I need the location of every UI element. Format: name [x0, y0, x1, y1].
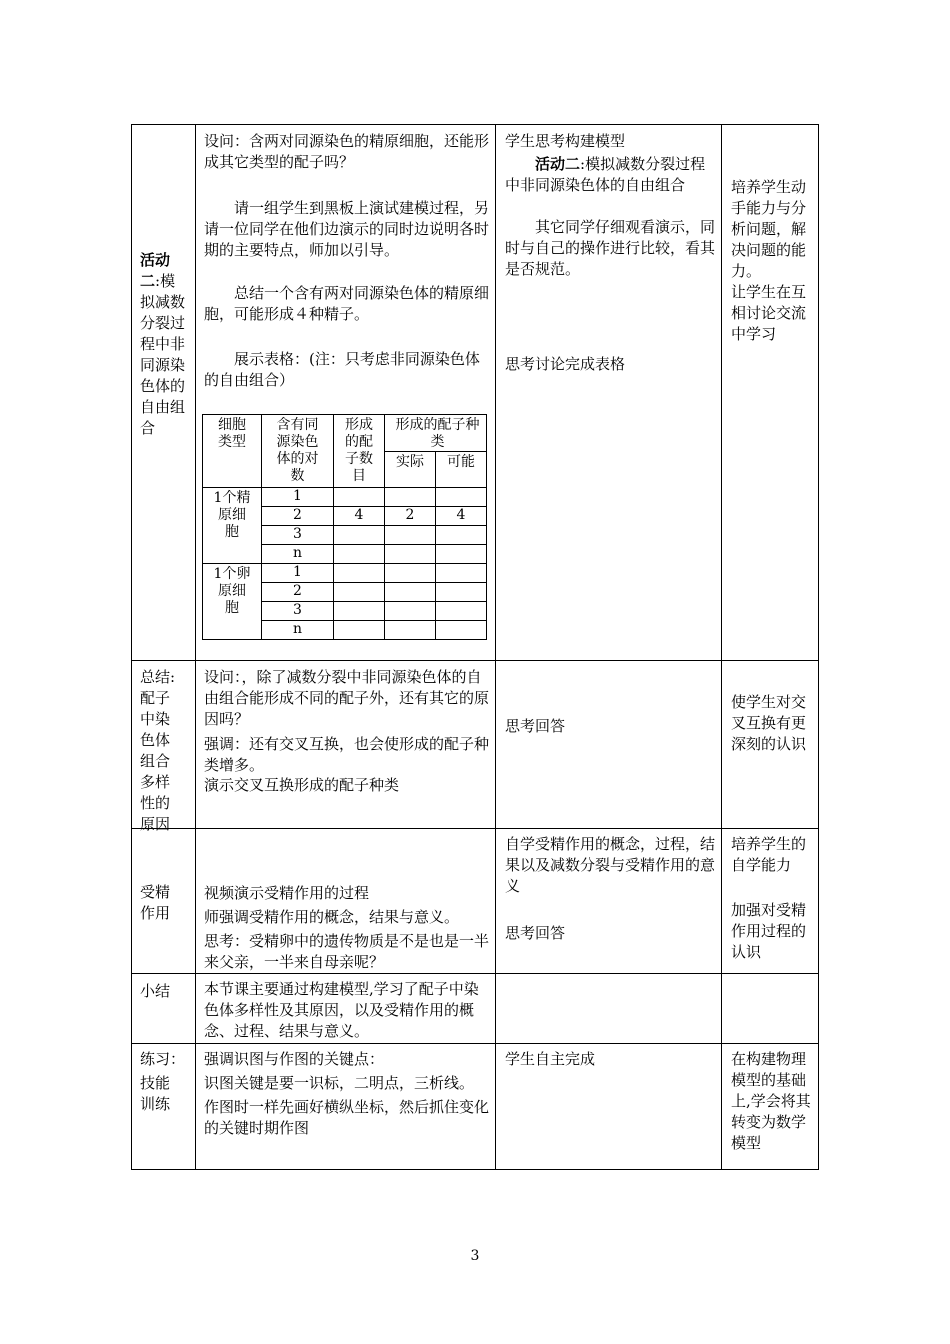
page-number: 3: [470, 1248, 480, 1264]
table-cell: [334, 488, 385, 507]
header-actual: 实际: [385, 452, 436, 488]
activity2-purpose-1: 培养学生动手能力与分析问题，解决问题的能力。: [731, 178, 807, 280]
table-cell: [334, 526, 385, 545]
header-cell-type: 细胞类型: [203, 415, 262, 488]
table-cell: [436, 602, 487, 621]
group-sperm: 1个精原细胞: [203, 488, 262, 564]
fertilization-student-answer: 思考回答: [505, 924, 566, 942]
fertilization-label: 受精作用: [140, 883, 171, 922]
activity2-label-bold2: 二: [140, 272, 156, 290]
activity2-teacher-summary: 总结一个含有两对同源染色体的精原细胞，可能形成４种精子。: [204, 284, 490, 323]
practice-purpose: 在构建物理模型的基础上,学会将其转变为数学模型: [731, 1050, 811, 1152]
table-cell: [385, 526, 436, 545]
table-cell: 2: [262, 583, 334, 602]
group-egg: 1个卵原细胞: [203, 564, 262, 640]
header-possible: 可能: [436, 452, 487, 488]
summary-purpose: 使学生对交叉互换有更深刻的认识: [731, 693, 807, 753]
table-cell: [334, 602, 385, 621]
table-cell: [436, 621, 487, 640]
header-formed: 形成的配子数目: [334, 415, 385, 488]
summary-teacher-demo: 演示交叉互换形成的配子种类: [204, 776, 400, 794]
table-cell: [334, 621, 385, 640]
summary-teacher-emphasis: 强调：还有交叉互换，也会使形成的配子种类增多。: [204, 735, 490, 774]
practice-label-1: 练习：: [140, 1050, 186, 1068]
practice-teacher-1: 强调识图与作图的关键点：: [204, 1050, 385, 1068]
table-cell: 1: [262, 564, 334, 583]
summary-label: 总结:配子中染色体组合多样性的原因: [140, 668, 176, 833]
table-cell: [385, 583, 436, 602]
fertilization-teacher-video: 视频演示受精作用的过程: [204, 884, 370, 902]
table-cell: 2: [385, 507, 436, 526]
gamete-table: [202, 414, 487, 640]
activity2-teacher-table-note: 展示表格：(注：只考虑非同源染色体的自由组合）: [204, 350, 480, 389]
table-cell: [385, 621, 436, 640]
conclusion-teacher: 本节课主要通过构建模型,学习了配子中染色体多样性及其原因，以及受精作用的概念、过程、结果与意义。: [204, 980, 479, 1040]
practice-student: 学生自主完成: [505, 1050, 596, 1068]
activity2-student-activity: [505, 154, 717, 196]
table-cell: 2: [262, 507, 334, 526]
table-cell: 3: [262, 602, 334, 621]
fertilization-purpose-1: 培养学生的自学能力: [731, 835, 807, 874]
activity2-student-observe: 其它同学仔细观看演示，同时与自己的操作进行比较，看其是否规范。: [505, 218, 716, 278]
table-cell: [436, 526, 487, 545]
table-cell: 1: [262, 488, 334, 507]
fertilization-teacher-think: 思考：受精卵中的遗传物质是不是也是一半来父亲，一半来自母亲呢？: [204, 932, 490, 971]
practice-teacher-2: 识图关键是要一识标，二明点，三析线。: [204, 1074, 475, 1092]
table-cell: 4: [334, 507, 385, 526]
table-cell: n: [262, 621, 334, 640]
table-cell: [385, 545, 436, 564]
fertilization-student-selfstudy: 自学受精作用的概念，过程，结果以及减数分裂与受精作用的意义: [505, 835, 716, 895]
table-cell: [334, 583, 385, 602]
table-cell: [436, 583, 487, 602]
practice-teacher-3: 作图时一样先画好横纵坐标，然后抓住变化的关键时期作图: [204, 1098, 490, 1137]
table-cell: [385, 602, 436, 621]
activity2-student-activity-bold: 活动二: [535, 155, 581, 173]
fertilization-purpose-2: 加强对受精作用过程的认识: [731, 901, 807, 961]
header-kinds: 形成的配子种类: [385, 415, 487, 452]
activity2-teacher-question: 设问：含两对同源染色的精原细胞，还能形成其它类型的配子吗？: [204, 132, 490, 171]
practice-label-2: 技能训练: [140, 1074, 171, 1113]
summary-teacher-question: 设问：，除了减数分裂中非同源染色体的自由组合能形成不同的配子外，还有其它的原因吗？: [204, 668, 490, 728]
header-pairs: 含有同源染色体的对数: [262, 415, 334, 488]
summary-student: 思考回答: [505, 717, 566, 735]
fertilization-teacher-emphasis: 师强调受精作用的概念，结果与意义。: [204, 908, 460, 926]
table-cell: [385, 564, 436, 583]
activity2-student-activity-rest: :模拟减数分裂过程中非同源染色体的自由组合: [505, 155, 706, 194]
activity2-label: [140, 250, 188, 439]
activity2-purpose-2: 让学生在互相讨论交流中学习: [731, 283, 807, 343]
table-cell: [436, 564, 487, 583]
activity2-teacher-demo: 请一组学生到黑板上演试建模过程，另请一位同学在他们边演示的同时边说明各时期的主要特点，师加以引导。: [204, 199, 490, 259]
table-cell: [334, 545, 385, 564]
activity2-label-rest: :模拟减数分裂过程中非同源染色体的自由组合: [140, 272, 186, 437]
table-cell: [436, 488, 487, 507]
table-cell: [436, 545, 487, 564]
table-cell: [334, 564, 385, 583]
table-cell: 4: [436, 507, 487, 526]
table-cell: [385, 488, 436, 507]
activity2-student-discuss: 思考讨论完成表格: [505, 355, 626, 373]
conclusion-label: 小结: [140, 982, 171, 1000]
activity2-student-model: 学生思考构建模型: [505, 132, 626, 150]
activity2-label-bold: 活动: [140, 251, 171, 269]
table-cell: n: [262, 545, 334, 564]
table-cell: 3: [262, 526, 334, 545]
